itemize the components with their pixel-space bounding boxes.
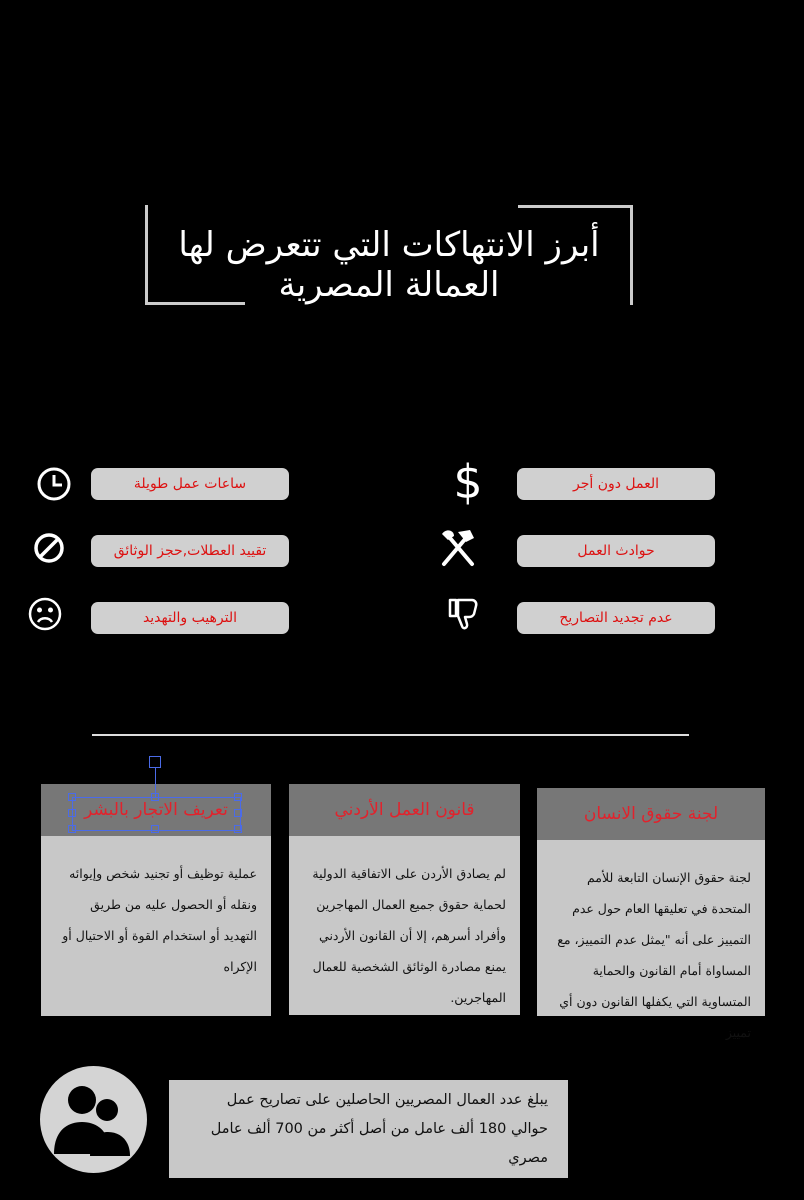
violation-pill: عدم تجديد التصاريح xyxy=(517,602,715,634)
card-jordanian-labor-law xyxy=(289,784,520,1015)
card-title: تعريف الاتجار بالبشر xyxy=(41,784,271,836)
card-title: قانون العمل الأردني xyxy=(289,784,520,836)
resize-handle[interactable] xyxy=(68,809,76,817)
resize-handle[interactable] xyxy=(68,793,76,801)
thumbs-down-icon xyxy=(444,594,484,634)
resize-handle[interactable] xyxy=(68,825,76,833)
card-title: لجنة حقوق الانسان xyxy=(537,788,765,840)
violation-pill: ساعات عمل طويلة xyxy=(91,468,289,500)
card-human-rights-committee xyxy=(537,788,765,1040)
violation-pill: تقييد العطلات,حجز الوثائق xyxy=(91,535,289,567)
resize-handle[interactable] xyxy=(234,809,242,817)
prohibited-icon xyxy=(32,531,66,565)
card-text: لجنة حقوق الإنسان التابعة للأمم المتحدة في تعليقها العام حول عدم التمييز على أنه "يمثل عدم التمييز، مع المساواة أمام القانون والحماية المتساوية التي يكفلها القانون دون أي تمييز xyxy=(557,870,751,1040)
resize-handle[interactable] xyxy=(234,825,242,833)
tools-icon xyxy=(436,526,480,570)
sad-face-icon xyxy=(27,596,63,632)
violation-pill: الترهيب والتهديد xyxy=(91,602,289,634)
resize-handle[interactable] xyxy=(151,793,159,801)
rotate-handle[interactable] xyxy=(149,756,161,768)
resize-handle[interactable] xyxy=(234,793,242,801)
title-frame xyxy=(145,205,633,305)
stat-box: يبلغ عدد العمال المصريين الحاصلين على تصاريح عمل حوالي 180 ألف عامل من أصل أكثر من 700 ألف عامل مصري xyxy=(169,1080,568,1178)
violation-pill: حوادث العمل xyxy=(517,535,715,567)
clock-icon xyxy=(36,466,72,502)
users-icon xyxy=(40,1066,147,1173)
page-title: أبرز الانتهاكات التي تتعرض لها العمالة المصرية xyxy=(178,225,600,305)
section-divider xyxy=(92,734,689,736)
violation-pill: العمل دون أجر xyxy=(517,468,715,500)
resize-handle[interactable] xyxy=(151,825,159,833)
card-text: لم يصادق الأردن على الاتفاقية الدولية لحماية حقوق جميع العمال المهاجرين وأفراد أسرهم، إلا أن القانون الأردني يمنع مصادرة الوثائق الشخصية للعمال المهاجرين. xyxy=(312,866,506,1005)
dollar-icon: $ xyxy=(453,455,483,509)
card-text: عملية توظيف أو تجنيد شخص وإيوائه ونقله أو الحصول عليه من طريق التهديد أو استخدام القوة أو الاحتيال أو الإكراه xyxy=(62,866,257,974)
